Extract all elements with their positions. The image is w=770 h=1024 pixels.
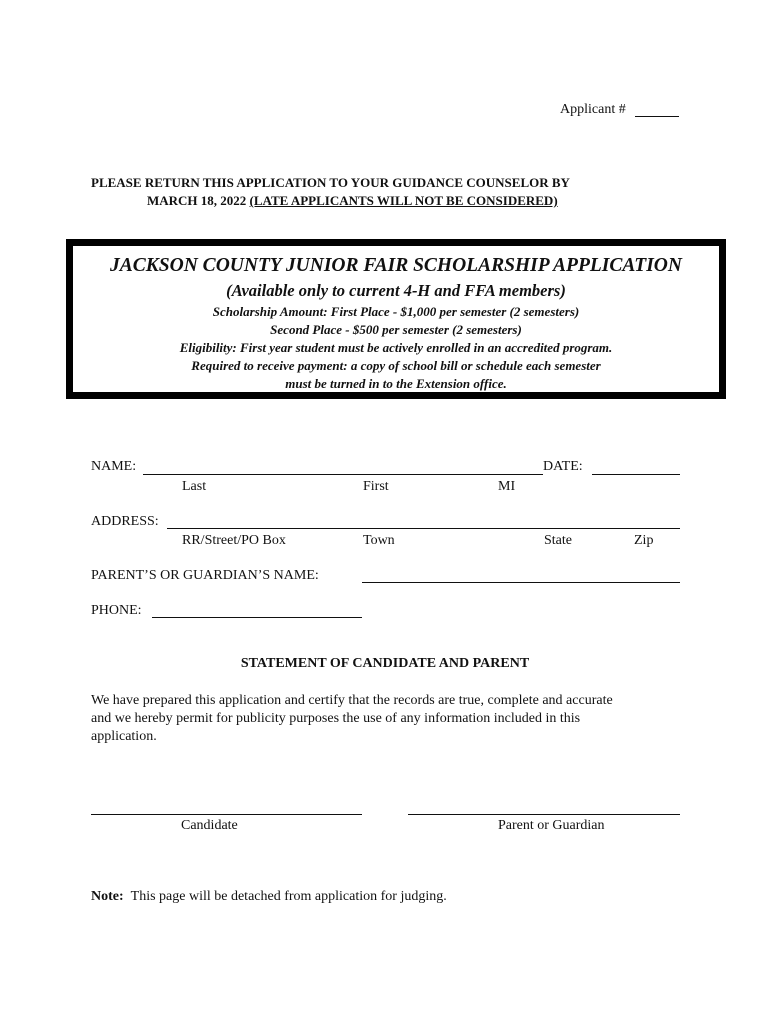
applicant-number-label: Applicant # <box>560 102 626 117</box>
return-notice-line1: PLEASE RETURN THIS APPLICATION TO YOUR GUIDANCE COUNSELOR BY <box>91 175 570 190</box>
name-sublabel-last: Last <box>182 479 207 494</box>
name-field[interactable] <box>143 474 543 475</box>
statement-line3: application. <box>91 729 157 744</box>
eligibility-text: Eligibility: First year student must be actively enrolled in an accredited program. <box>179 340 613 355</box>
note-text: This page will be detached from application for judging. <box>130 889 447 904</box>
guardian-name-label: PARENT’S OR GUARDIAN’S NAME: <box>91 568 319 583</box>
statement-line1: We have prepared this application and certify that the records are true, complete and accurate <box>91 693 613 708</box>
name-sublabel-mi: MI <box>498 479 516 494</box>
payment-requirement-line1: Required to receive payment: a copy of school bill or schedule each semester <box>191 358 601 373</box>
scholarship-info-box <box>66 239 726 399</box>
deadline-date: MARCH 18, 2022 <box>147 193 247 208</box>
parent-signature-label: Parent or Guardian <box>498 818 605 833</box>
payment-requirement-line2: must be turned in to the Extension office. <box>285 376 507 391</box>
form-title: JACKSON COUNTY JUNIOR FAIR SCHOLARSHIP APPLICATION <box>110 255 682 276</box>
statement-line2: and we hereby permit for publicity purposes the use of any information included in this <box>91 711 581 726</box>
return-notice-line2 <box>147 193 558 209</box>
name-label: NAME: <box>91 459 137 474</box>
amount-first-place: Scholarship Amount: First Place - $1,000 per semester (2 semesters) <box>212 304 580 319</box>
candidate-signature-label: Candidate <box>181 818 238 833</box>
guardian-name-field[interactable] <box>362 582 680 583</box>
parent-signature-line[interactable] <box>408 814 680 815</box>
name-sublabel-first: First <box>363 479 389 494</box>
eligibility-subtitle: (Available only to current 4-H and FFA members) <box>226 281 566 300</box>
date-label: DATE: <box>543 459 583 474</box>
address-sublabel-state: State <box>544 533 572 548</box>
address-sublabel-zip: Zip <box>634 533 654 548</box>
detach-note <box>91 889 447 905</box>
note-label: Note: <box>91 889 124 904</box>
address-sublabel-town: Town <box>363 533 395 548</box>
late-applicants-warning: (LATE APPLICANTS WILL NOT BE CONSIDERED) <box>249 193 558 208</box>
address-label: ADDRESS: <box>91 514 159 529</box>
date-field[interactable] <box>592 474 680 475</box>
address-sublabel-street: RR/Street/PO Box <box>182 533 286 548</box>
phone-field[interactable] <box>152 617 362 618</box>
candidate-signature-line[interactable] <box>91 814 362 815</box>
address-field[interactable] <box>167 528 680 529</box>
phone-label: PHONE: <box>91 603 142 618</box>
statement-heading: STATEMENT OF CANDIDATE AND PARENT <box>240 656 530 671</box>
amount-second-place: Second Place - $500 per semester (2 semesters) <box>270 322 522 337</box>
applicant-number-field[interactable] <box>635 116 679 117</box>
